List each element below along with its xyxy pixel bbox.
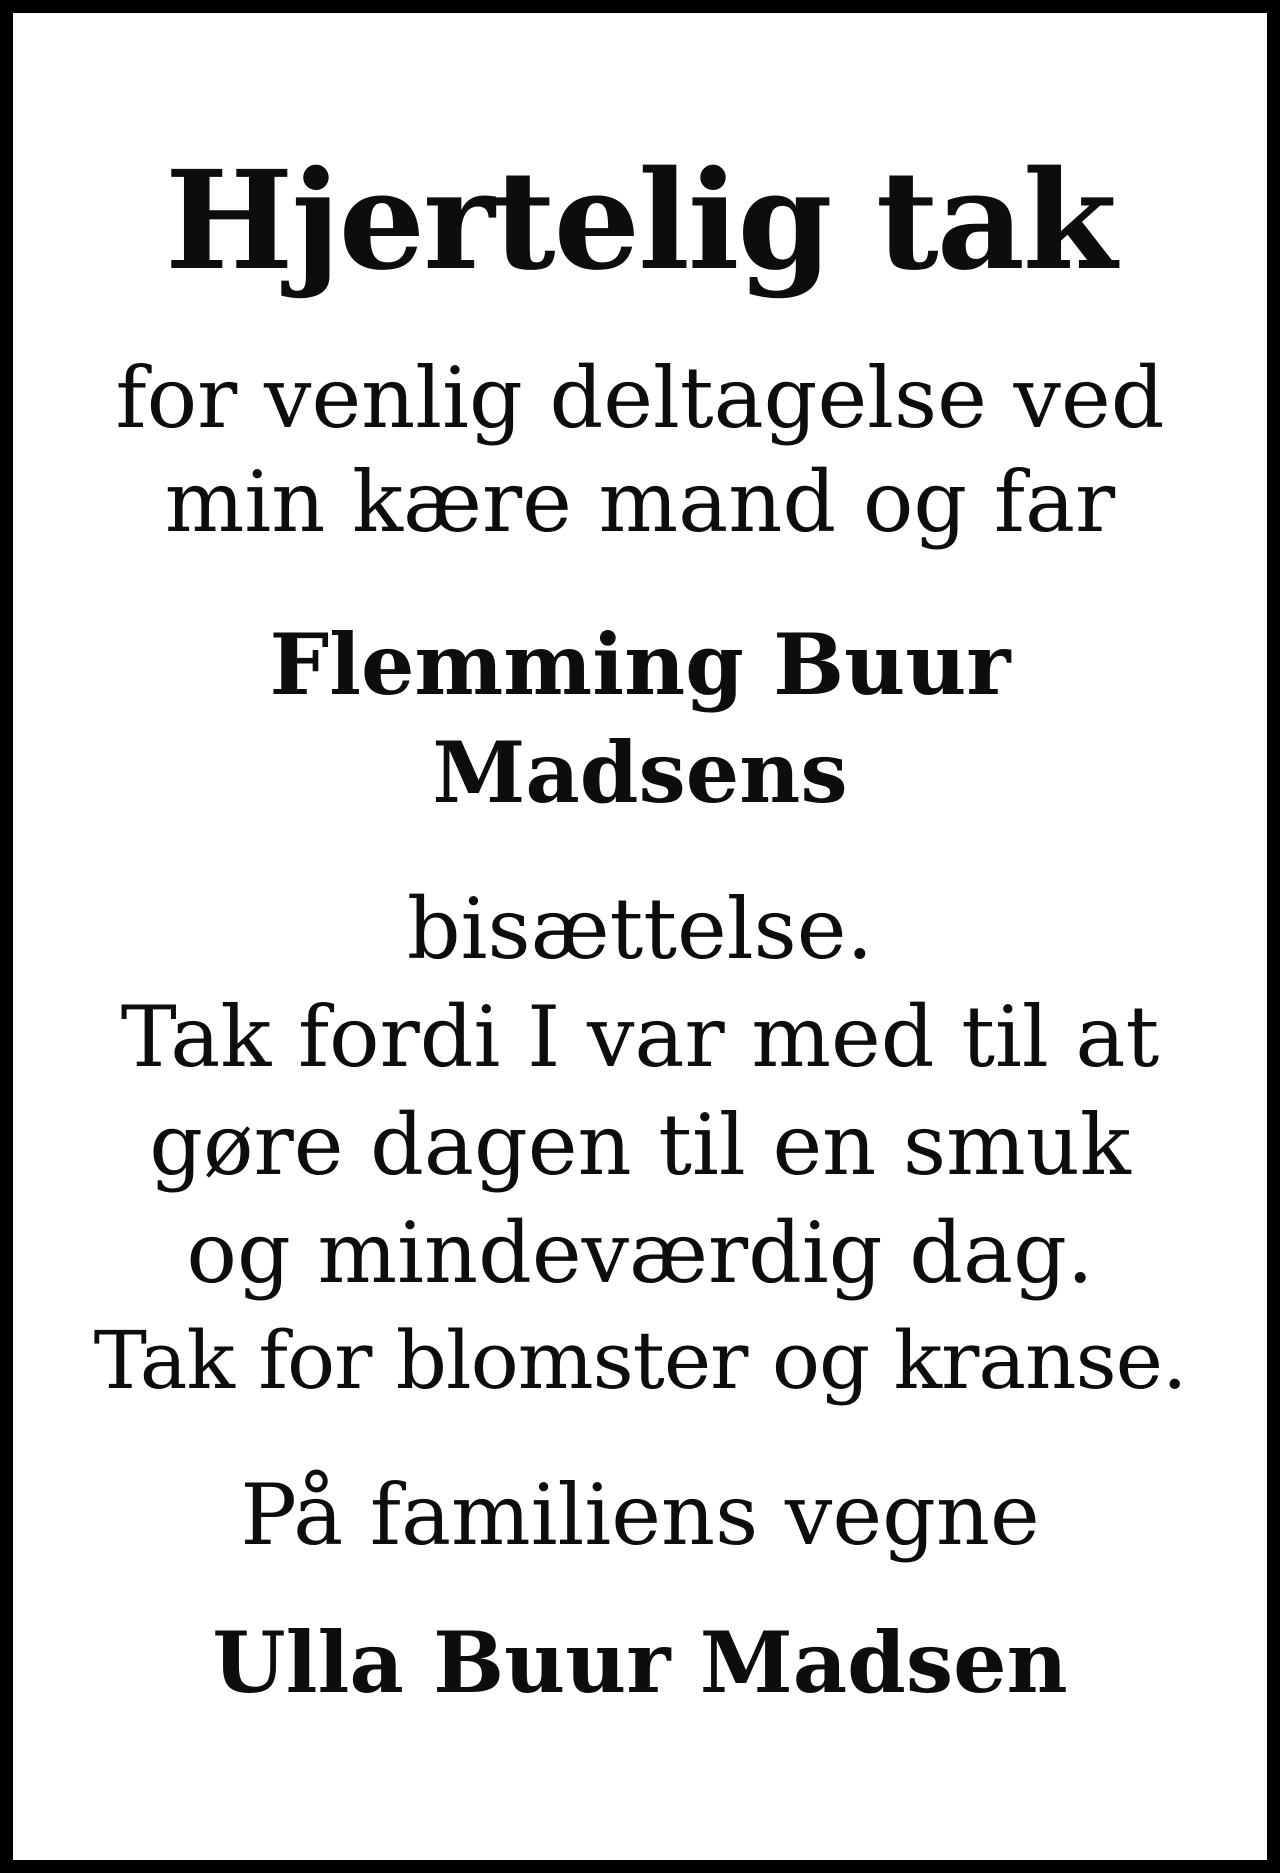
intro-line: min kære mand og far bbox=[164, 453, 1116, 551]
body-line: gøre dagen til en smuk bbox=[149, 1096, 1131, 1194]
body-line: bisættelse. bbox=[406, 880, 874, 978]
body-line: Tak fordi I var med til at bbox=[120, 988, 1160, 1086]
signer-name: Ulla Buur Madsen bbox=[212, 1613, 1068, 1712]
headline: Hjertelig tak bbox=[164, 141, 1116, 301]
body-line: Tak for blomster og kranse. bbox=[93, 1314, 1187, 1407]
sign-off: På familiens vegne bbox=[240, 1466, 1040, 1564]
deceased-name-line: Madsens bbox=[432, 723, 848, 822]
body-line: og mindeværdig dag. bbox=[186, 1204, 1094, 1302]
intro-line: for venlig deltagelse ved bbox=[115, 349, 1165, 447]
deceased-name-line: Flemming Buur bbox=[269, 615, 1011, 714]
